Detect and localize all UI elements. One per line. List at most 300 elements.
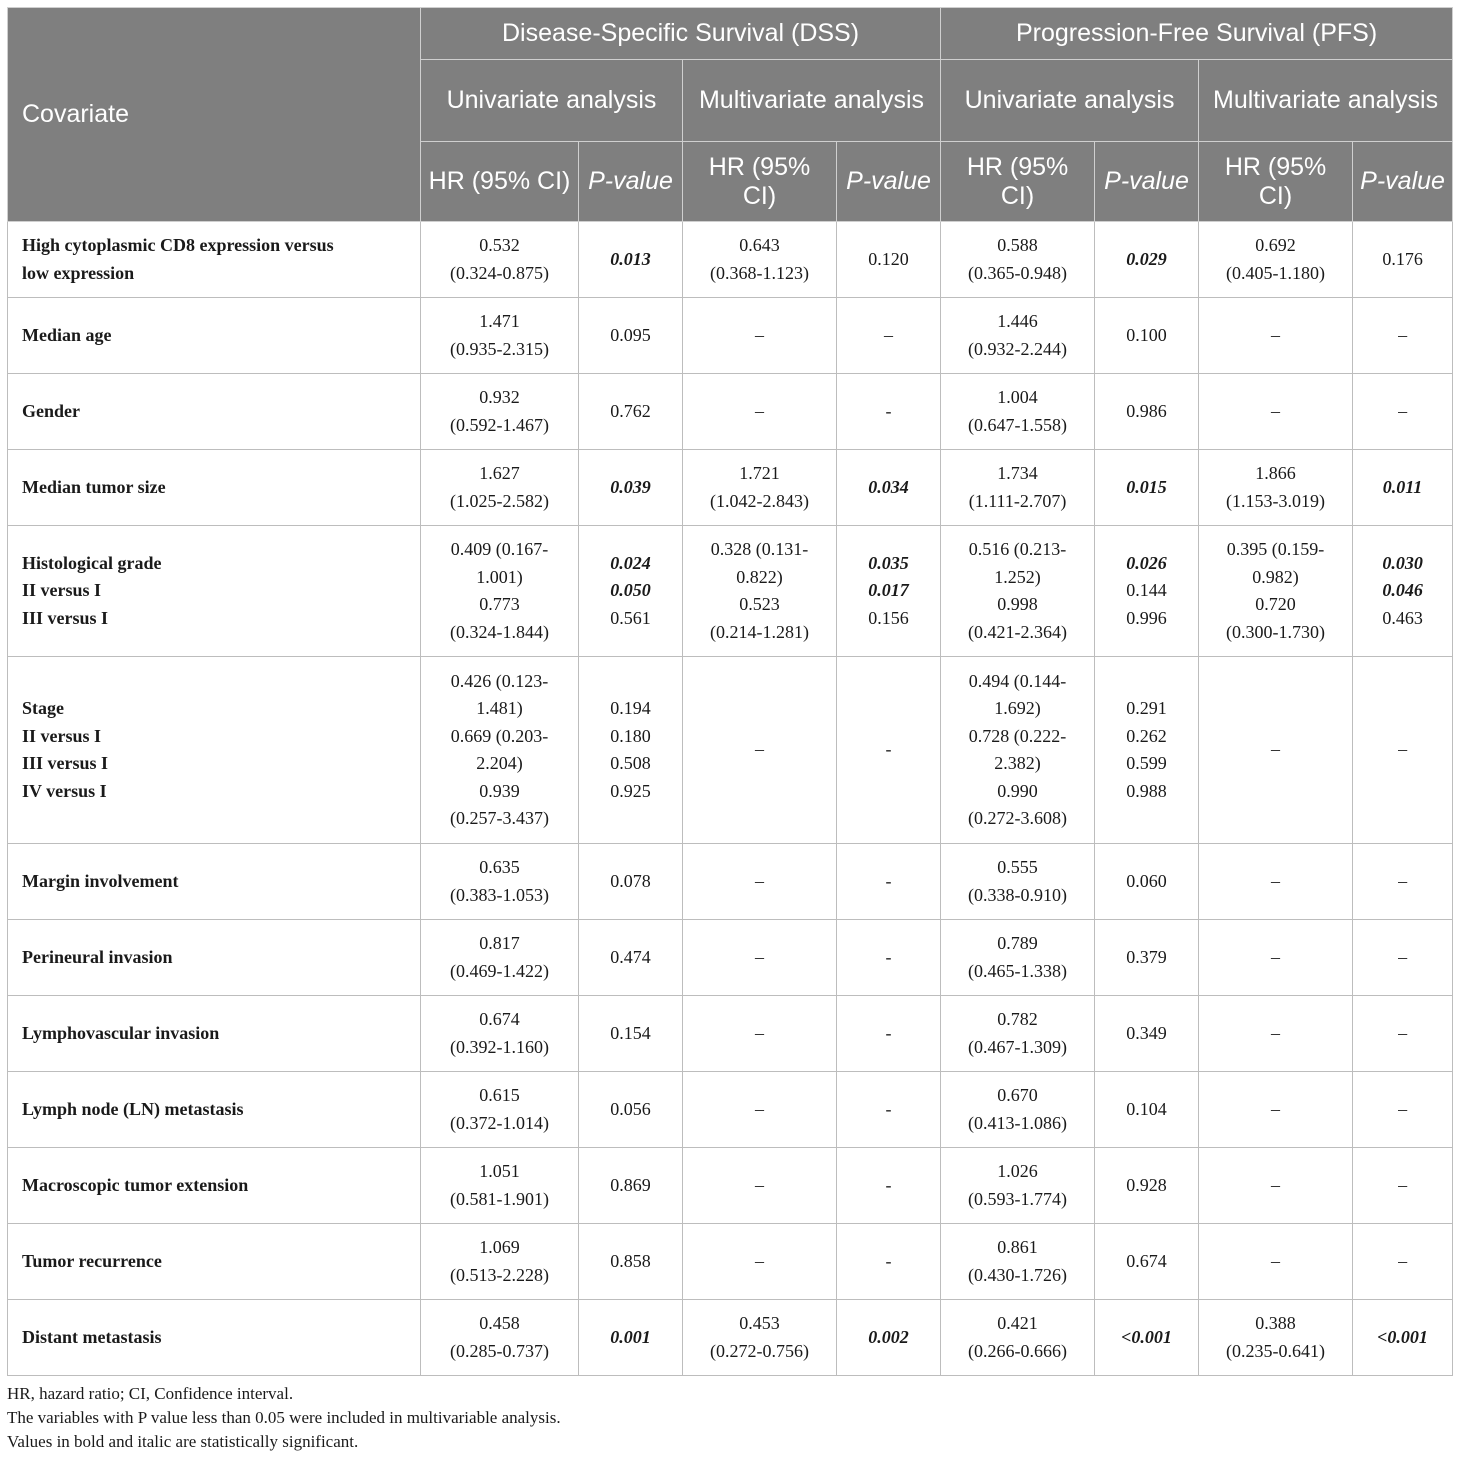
pfs-multivariate-pvalue-cell <box>1353 844 1453 920</box>
pvalue-text: 0.120 <box>868 248 909 269</box>
pvalue-text: 0.599 <box>1126 753 1167 773</box>
pfs-univariate-pvalue-cell <box>1095 374 1199 450</box>
dss-univariate-hr-cell <box>421 844 579 920</box>
pfs-multivariate-hr-cell <box>1199 920 1353 996</box>
pfs-univariate-hr-cell <box>941 1148 1095 1224</box>
hr-text: 1.692) <box>994 698 1041 718</box>
pvalue-text: 0.561 <box>610 607 651 628</box>
hr-text: (0.421-2.364) <box>968 621 1068 642</box>
hr-header: HR (95% CI) <box>421 142 579 222</box>
hr-text: – <box>755 739 764 760</box>
covariate-cell <box>8 222 421 298</box>
pvalue-text: – <box>1398 1250 1408 1271</box>
covariate-cell <box>8 920 421 996</box>
hr-text: 0.782 <box>997 1009 1038 1029</box>
pvalue-text: 0.928 <box>1126 1174 1167 1195</box>
dss-multivariate-pvalue-cell <box>837 374 941 450</box>
dss-univariate-hr-cell <box>421 657 579 844</box>
pvalue-text: 0.474 <box>610 946 651 967</box>
hr-text: 2.382) <box>994 753 1041 773</box>
pvalue-text: - <box>885 1174 892 1195</box>
pvalue-text: 0.046 <box>1382 580 1423 601</box>
pfs-univariate-pvalue-cell <box>1095 222 1199 298</box>
pfs-multivariate-hr-cell <box>1199 526 1353 657</box>
pvalue-text: 0.925 <box>610 780 651 801</box>
pfs-univariate-hr-cell <box>941 1300 1095 1376</box>
dss-multivariate-pvalue-cell <box>837 996 941 1072</box>
pfs-univariate-hr-cell <box>941 996 1095 1072</box>
pvalue-text: - <box>885 400 892 421</box>
pfs-univariate-pvalue-cell <box>1095 1300 1199 1376</box>
covariate-cell <box>8 1300 421 1376</box>
pfs-univariate-pvalue-cell <box>1095 920 1199 996</box>
hr-text: (0.513-2.228) <box>450 1264 549 1285</box>
dss-univariate-hr-cell <box>421 1148 579 1224</box>
pvalue-text: 0.001 <box>610 1326 651 1347</box>
pvalue-text: <0.001 <box>1377 1326 1428 1347</box>
covariate-cell <box>8 844 421 920</box>
pvalue-text: 0.996 <box>1126 607 1167 628</box>
hr-header: HR (95% CI) <box>1199 142 1353 222</box>
pvalue-text: 0.035 <box>868 552 909 573</box>
dss-univariate-pvalue-cell <box>579 1148 683 1224</box>
pvalue-text: <0.001 <box>1121 1326 1172 1347</box>
hr-text: (0.368-1.123) <box>710 262 809 283</box>
pfs-univariate-hr-cell <box>941 298 1095 374</box>
hr-text: 1.471 <box>479 311 520 331</box>
pvalue-text: 0.011 <box>1382 476 1423 497</box>
hr-text: (0.593-1.774) <box>968 1188 1068 1209</box>
hr-text: 0.395 (0.159- <box>1226 539 1325 559</box>
hr-text: (0.935-2.315) <box>450 338 549 359</box>
covariate-text: Lymph node (LN) metastasis <box>22 1098 244 1119</box>
covariate-text: Margin involvement <box>22 870 179 891</box>
pfs-multivariate-pvalue-cell <box>1353 1072 1453 1148</box>
pfs-multivariate-pvalue-cell <box>1353 920 1453 996</box>
hr-text: (0.932-2.244) <box>968 338 1068 359</box>
pfs-multivariate-pvalue-cell <box>1353 526 1453 657</box>
pfs-multivariate-hr-cell <box>1199 298 1353 374</box>
hr-text: – <box>1271 400 1281 421</box>
footnote-significance: Values in bold and italic are statistically significant. <box>7 1432 359 1451</box>
pfs-multivariate-hr-cell <box>1199 222 1353 298</box>
pfs-multivariate-hr-cell <box>1199 450 1353 526</box>
table-row <box>8 996 1453 1072</box>
footnote-abbreviations: HR, hazard ratio; CI, Confidence interval. <box>7 1384 294 1403</box>
pfs-univariate-pvalue-cell <box>1095 657 1199 844</box>
table-row <box>8 1072 1453 1148</box>
pfs-multivariate-pvalue-cell <box>1353 1224 1453 1300</box>
hr-text: 0.789 <box>997 933 1038 953</box>
pvalue-text: 0.017 <box>868 580 909 601</box>
hr-text: 2.204) <box>476 753 523 773</box>
pvalue-text: 0.095 <box>610 324 651 345</box>
covariate-text: Perineural invasion <box>22 946 173 967</box>
covariate-text: Macroscopic tumor extension <box>22 1174 249 1195</box>
pvalue-text: 0.013 <box>610 248 651 269</box>
covariate-text: low expression <box>22 262 135 283</box>
pfs-multivariate-header: Multivariate analysis <box>1199 60 1453 142</box>
table-header <box>8 8 1453 222</box>
pvalue-text: 0.674 <box>1126 1250 1167 1271</box>
dss-univariate-header: Univariate analysis <box>421 60 683 142</box>
hr-text: 0.588 <box>997 235 1038 255</box>
pvalue-text: 0.869 <box>610 1174 651 1195</box>
hr-text: (0.383-1.053) <box>450 884 549 905</box>
hr-text: (0.272-3.608) <box>968 808 1068 828</box>
covariate-text: Lymphovascular invasion <box>22 1022 220 1043</box>
hr-text: 0.643 <box>739 235 780 255</box>
pvalue-text: 0.156 <box>868 607 909 628</box>
pfs-multivariate-pvalue-cell <box>1353 1148 1453 1224</box>
hr-text: (0.285-0.737) <box>450 1340 549 1361</box>
hr-text: 0.817 <box>479 933 520 953</box>
pfs-multivariate-hr-cell <box>1199 1148 1353 1224</box>
pfs-multivariate-hr-cell <box>1199 1224 1353 1300</box>
table-row <box>8 374 1453 450</box>
covariate-text: Median tumor size <box>22 476 166 497</box>
dss-multivariate-hr-cell <box>683 1072 837 1148</box>
hr-text: 0.635 <box>479 857 520 877</box>
hr-text: – <box>755 324 764 345</box>
pfs-univariate-pvalue-cell <box>1095 996 1199 1072</box>
hr-text: (0.214-1.281) <box>710 621 809 642</box>
pfs-univariate-pvalue-cell <box>1095 298 1199 374</box>
dss-univariate-pvalue-cell <box>579 298 683 374</box>
dss-multivariate-pvalue-cell <box>837 1300 941 1376</box>
hr-text: 0.674 <box>479 1009 520 1029</box>
hr-text: 0.516 (0.213- <box>968 539 1067 559</box>
hr-text: – <box>1271 1250 1281 1271</box>
dss-multivariate-hr-cell <box>683 920 837 996</box>
hr-text: 0.720 <box>1255 594 1296 614</box>
dss-multivariate-pvalue-cell <box>837 1148 941 1224</box>
pfs-univariate-hr-cell <box>941 222 1095 298</box>
dss-univariate-pvalue-cell <box>579 1072 683 1148</box>
pvalue-header: P-value <box>1353 142 1453 222</box>
hr-text: (1.153-3.019) <box>1226 490 1326 511</box>
hr-text: (1.111-2.707) <box>968 490 1067 511</box>
pfs-multivariate-pvalue-cell <box>1353 222 1453 298</box>
dss-univariate-hr-cell <box>421 1300 579 1376</box>
table-row <box>8 298 1453 374</box>
dss-multivariate-pvalue-cell <box>837 450 941 526</box>
pfs-univariate-hr-cell <box>941 450 1095 526</box>
dss-univariate-hr-cell <box>421 222 579 298</box>
covariate-cell <box>8 374 421 450</box>
hr-text: 0.982) <box>1252 566 1299 587</box>
dss-multivariate-hr-cell <box>683 1300 837 1376</box>
dss-multivariate-pvalue-cell <box>837 222 941 298</box>
pvalue-text: 0.144 <box>1126 580 1167 601</box>
hr-text: 0.453 <box>739 1313 780 1333</box>
dss-multivariate-pvalue-cell <box>837 657 941 844</box>
pvalue-text: 0.024 <box>610 552 651 573</box>
dss-multivariate-hr-cell <box>683 222 837 298</box>
hr-text: 0.670 <box>997 1085 1038 1105</box>
covariate-text: Stage <box>22 698 64 718</box>
dss-multivariate-pvalue-cell <box>837 1072 941 1148</box>
covariate-text: High cytoplasmic CD8 expression versus <box>22 235 334 255</box>
covariate-text: III versus I <box>22 607 109 628</box>
dss-univariate-pvalue-cell <box>579 1224 683 1300</box>
pfs-multivariate-hr-cell <box>1199 374 1353 450</box>
hr-text: 0.990 <box>997 780 1038 801</box>
pvalue-text: 0.026 <box>1126 552 1167 573</box>
hr-text: – <box>1271 324 1281 345</box>
pfs-multivariate-pvalue-cell <box>1353 657 1453 844</box>
hr-text: (0.272-0.756) <box>710 1340 809 1361</box>
pvalue-text: – <box>1398 870 1408 891</box>
table-row <box>8 1148 1453 1224</box>
dss-multivariate-pvalue-cell <box>837 298 941 374</box>
dss-univariate-hr-cell <box>421 1224 579 1300</box>
hr-text: 1.004 <box>997 387 1038 407</box>
covariate-cell <box>8 996 421 1072</box>
pfs-multivariate-hr-cell <box>1199 1072 1353 1148</box>
hr-text: – <box>755 1174 764 1195</box>
hr-text: 0.939 <box>479 780 520 801</box>
dss-multivariate-hr-cell <box>683 996 837 1072</box>
dss-univariate-hr-cell <box>421 996 579 1072</box>
pvalue-text: 0.176 <box>1382 248 1423 269</box>
footnotes <box>7 1382 561 1454</box>
dss-multivariate-hr-cell <box>683 374 837 450</box>
dss-univariate-hr-cell <box>421 526 579 657</box>
hr-text: 0.532 <box>479 235 520 255</box>
covariate-text: III versus I <box>22 753 109 773</box>
hr-text: – <box>1271 739 1281 760</box>
pfs-multivariate-pvalue-cell <box>1353 1300 1453 1376</box>
hr-text: – <box>1271 1098 1281 1119</box>
pvalue-text: – <box>1398 1174 1408 1195</box>
dss-univariate-hr-cell <box>421 374 579 450</box>
hr-text: 0.861 <box>997 1237 1038 1257</box>
table-row <box>8 1300 1453 1376</box>
pvalue-text: - <box>885 739 892 760</box>
dss-univariate-pvalue-cell <box>579 526 683 657</box>
dss-univariate-hr-cell <box>421 920 579 996</box>
hr-text: 1.001) <box>476 566 523 587</box>
hr-text: – <box>755 1250 764 1271</box>
dss-multivariate-hr-cell <box>683 844 837 920</box>
pfs-multivariate-pvalue-cell <box>1353 298 1453 374</box>
hr-text: 0.615 <box>479 1085 520 1105</box>
pfs-univariate-hr-cell <box>941 1224 1095 1300</box>
hr-text: 0.728 (0.222- <box>968 725 1067 746</box>
hr-text: 1.721 <box>739 463 780 483</box>
hr-text: (0.338-0.910) <box>968 884 1068 905</box>
dss-multivariate-hr-cell <box>683 657 837 844</box>
hr-text: 0.998 <box>997 594 1038 614</box>
hr-text: 0.494 (0.144- <box>968 670 1067 691</box>
pfs-univariate-hr-cell <box>941 844 1095 920</box>
hr-text: 0.388 <box>1255 1313 1296 1333</box>
pvalue-text: 0.291 <box>1126 698 1167 718</box>
hr-text: (0.592-1.467) <box>450 414 549 435</box>
pvalue-text: 0.029 <box>1126 248 1167 269</box>
pvalue-text: 0.002 <box>868 1326 909 1347</box>
pvalue-text: – <box>1398 1098 1408 1119</box>
hr-text: (0.257-3.437) <box>450 808 549 828</box>
covariate-cell <box>8 657 421 844</box>
pfs-header: Progression-Free Survival (PFS) <box>941 8 1453 60</box>
dss-header: Disease-Specific Survival (DSS) <box>421 8 941 60</box>
hr-text: 1.252) <box>994 566 1041 587</box>
hr-text: 1.026 <box>997 1161 1038 1181</box>
covariate-text: II versus I <box>22 725 102 746</box>
table-row <box>8 844 1453 920</box>
hr-text: (1.025-2.582) <box>450 490 549 511</box>
hr-text: (0.235-0.641) <box>1226 1340 1326 1361</box>
pvalue-text: 0.194 <box>610 698 651 718</box>
dss-multivariate-pvalue-cell <box>837 526 941 657</box>
hr-text: (0.372-1.014) <box>450 1112 549 1133</box>
hr-text: 0.822) <box>736 566 783 587</box>
pfs-multivariate-hr-cell <box>1199 657 1353 844</box>
hr-text: – <box>1271 870 1281 891</box>
pvalue-text: 0.988 <box>1126 780 1167 801</box>
pvalue-header: P-value <box>837 142 941 222</box>
hr-text: (0.469-1.422) <box>450 960 549 981</box>
hr-text: 0.523 <box>739 594 780 614</box>
covariate-text: II versus I <box>22 580 102 601</box>
pvalue-text: 0.379 <box>1126 946 1167 967</box>
dss-multivariate-hr-cell <box>683 526 837 657</box>
hr-text: (0.300-1.730) <box>1226 621 1326 642</box>
hr-text: (0.324-0.875) <box>450 262 549 283</box>
pfs-univariate-pvalue-cell <box>1095 526 1199 657</box>
covariate-cell <box>8 1072 421 1148</box>
table-row <box>8 222 1453 298</box>
table-row <box>8 526 1453 657</box>
hr-text: – <box>1271 946 1281 967</box>
hr-text: 1.069 <box>479 1237 520 1257</box>
covariate-cell <box>8 1224 421 1300</box>
dss-multivariate-pvalue-cell <box>837 844 941 920</box>
hr-text: 1.481) <box>476 698 523 718</box>
table-row <box>8 1224 1453 1300</box>
pfs-univariate-pvalue-cell <box>1095 844 1199 920</box>
dss-univariate-pvalue-cell <box>579 657 683 844</box>
dss-univariate-pvalue-cell <box>579 374 683 450</box>
dss-multivariate-hr-cell <box>683 450 837 526</box>
pvalue-text: 0.262 <box>1126 725 1167 746</box>
pvalue-text: 0.986 <box>1126 400 1167 421</box>
covariate-text: Gender <box>22 400 80 421</box>
hr-text: (0.324-1.844) <box>450 621 549 642</box>
hr-text: 1.051 <box>479 1161 520 1181</box>
pfs-multivariate-pvalue-cell <box>1353 450 1453 526</box>
pfs-univariate-pvalue-cell <box>1095 1224 1199 1300</box>
pvalue-header: P-value <box>579 142 683 222</box>
pvalue-text: 0.030 <box>1382 552 1423 573</box>
hr-header: HR (95% CI) <box>941 142 1095 222</box>
pvalue-text: – <box>884 324 894 345</box>
hr-text: – <box>755 400 764 421</box>
pvalue-text: - <box>885 870 892 891</box>
hr-text: – <box>755 870 764 891</box>
covariate-cell <box>8 298 421 374</box>
dss-multivariate-hr-cell <box>683 1148 837 1224</box>
pvalue-header: P-value <box>1095 142 1199 222</box>
hr-text: 0.328 (0.131- <box>710 539 809 559</box>
hr-text: 0.421 <box>997 1313 1038 1333</box>
covariate-cell <box>8 1148 421 1224</box>
hr-text: 0.458 <box>479 1313 520 1333</box>
dss-multivariate-header: Multivariate analysis <box>683 60 941 142</box>
hr-text: (0.392-1.160) <box>450 1036 549 1057</box>
hr-text: – <box>755 1098 764 1119</box>
covariate-cell <box>8 450 421 526</box>
hr-text: (1.042-2.843) <box>710 490 809 511</box>
pvalue-text: - <box>885 1022 892 1043</box>
pfs-multivariate-pvalue-cell <box>1353 996 1453 1072</box>
pvalue-text: 0.034 <box>868 476 909 497</box>
pfs-univariate-pvalue-cell <box>1095 1148 1199 1224</box>
dss-multivariate-hr-cell <box>683 1224 837 1300</box>
pvalue-text: - <box>885 1098 892 1119</box>
hr-text: 1.734 <box>997 463 1038 483</box>
covariate-text: Tumor recurrence <box>22 1250 162 1271</box>
pvalue-text: 0.039 <box>610 476 651 497</box>
dss-multivariate-pvalue-cell <box>837 920 941 996</box>
hr-text: – <box>755 946 764 967</box>
dss-multivariate-pvalue-cell <box>837 1224 941 1300</box>
pvalue-text: 0.180 <box>610 725 651 746</box>
pvalue-text: – <box>1398 946 1408 967</box>
dss-univariate-pvalue-cell <box>579 844 683 920</box>
dss-multivariate-hr-cell <box>683 298 837 374</box>
hr-text: 0.773 <box>479 594 520 614</box>
pvalue-text: 0.060 <box>1126 870 1167 891</box>
hr-text: 0.409 (0.167- <box>450 539 549 559</box>
dss-univariate-pvalue-cell <box>579 920 683 996</box>
pvalue-text: 0.154 <box>610 1022 651 1043</box>
hr-text: (0.266-0.666) <box>968 1340 1068 1361</box>
hr-text: – <box>755 1022 764 1043</box>
hr-text: 0.426 (0.123- <box>450 670 549 691</box>
covariate-text: Median age <box>22 324 112 345</box>
pfs-multivariate-hr-cell <box>1199 996 1353 1072</box>
pfs-univariate-hr-cell <box>941 526 1095 657</box>
pvalue-text: 0.858 <box>610 1250 651 1271</box>
covariate-header: Covariate <box>8 8 421 222</box>
dss-univariate-pvalue-cell <box>579 1300 683 1376</box>
covariate-text: IV versus I <box>22 780 107 801</box>
hr-text: 0.932 <box>479 387 520 407</box>
pvalue-text: 0.508 <box>610 753 651 773</box>
dss-univariate-pvalue-cell <box>579 450 683 526</box>
table-row <box>8 920 1453 996</box>
pvalue-text: – <box>1398 739 1408 760</box>
hr-text: 0.669 (0.203- <box>450 725 549 746</box>
pfs-multivariate-pvalue-cell <box>1353 374 1453 450</box>
pfs-univariate-header: Univariate analysis <box>941 60 1199 142</box>
pvalue-text: 0.078 <box>610 870 651 891</box>
pvalue-text: 0.104 <box>1126 1098 1167 1119</box>
pvalue-text: 0.349 <box>1126 1022 1167 1043</box>
hr-header: HR (95% CI) <box>683 142 837 222</box>
pvalue-text: 0.050 <box>610 580 651 601</box>
hr-text: (0.430-1.726) <box>968 1264 1068 1285</box>
hr-text: (0.581-1.901) <box>450 1188 549 1209</box>
hr-text: 0.555 <box>997 857 1038 877</box>
hr-text: (0.413-1.086) <box>968 1112 1068 1133</box>
hr-text: (0.467-1.309) <box>968 1036 1068 1057</box>
hr-text: (0.405-1.180) <box>1226 262 1326 283</box>
pvalue-text: 0.463 <box>1382 607 1423 628</box>
